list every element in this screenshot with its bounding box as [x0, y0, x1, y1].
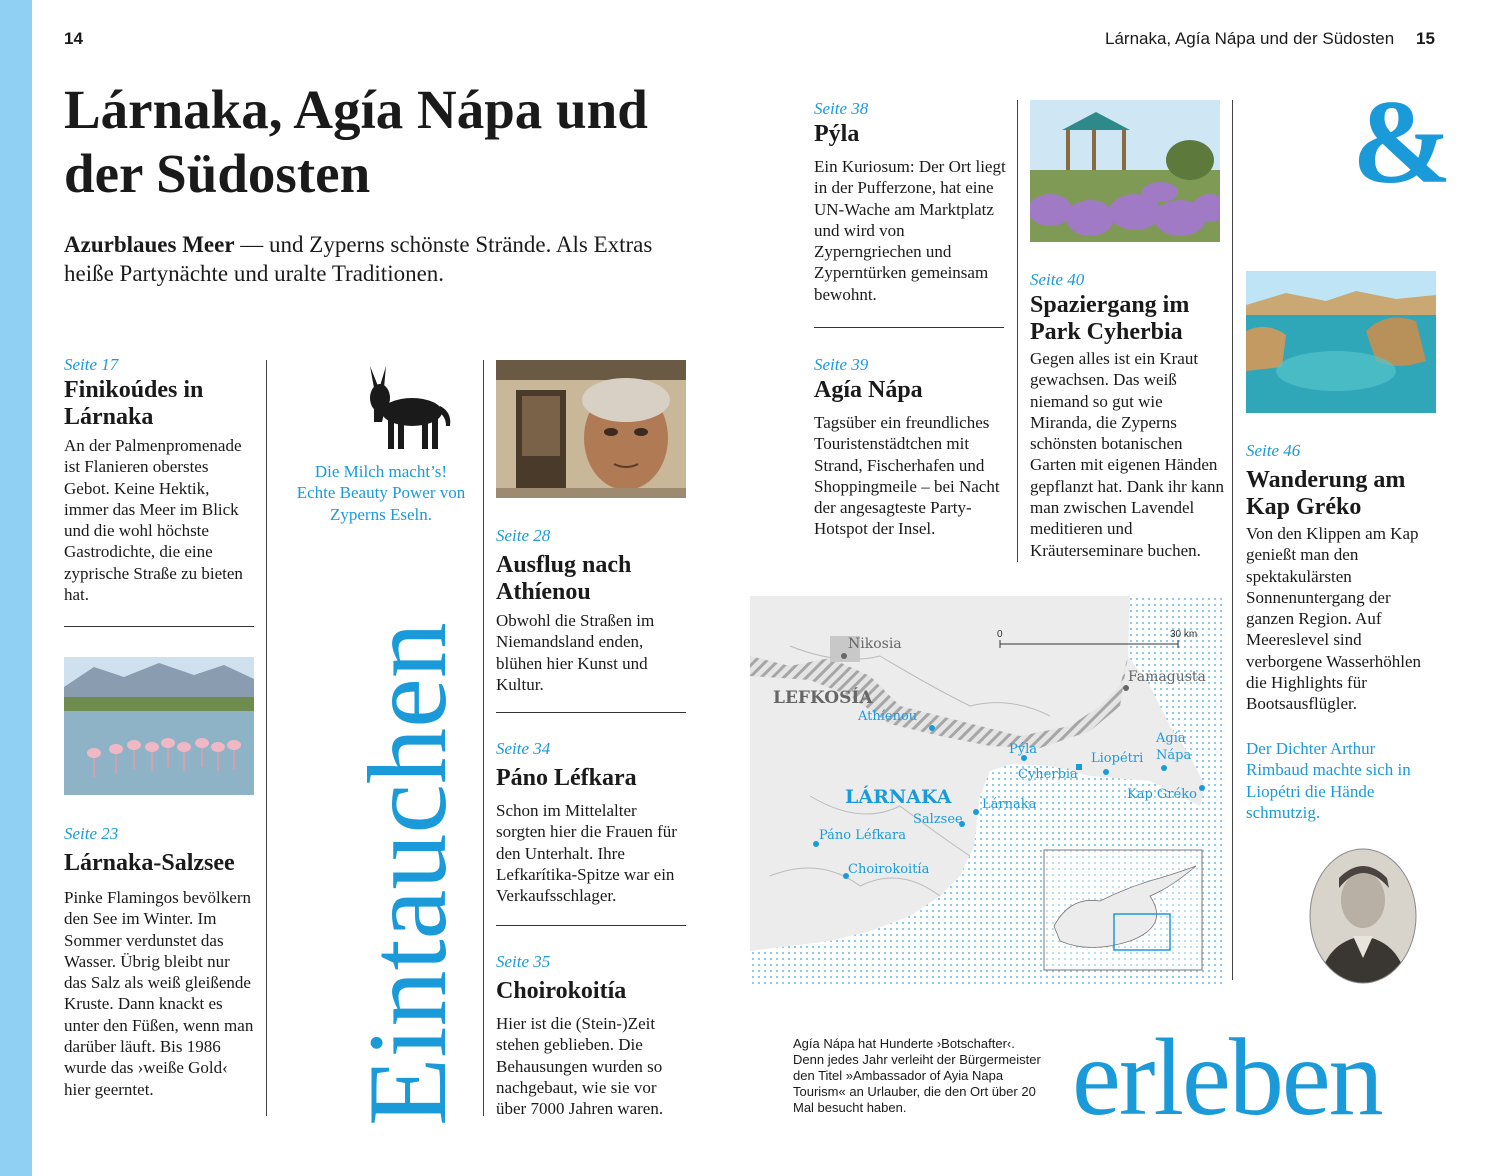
column-divider — [1017, 100, 1018, 562]
word-erleben: erleben — [1072, 1016, 1382, 1138]
running-head: Lárnaka, Agía Nápa und der Südosten — [1105, 29, 1395, 48]
map-label-larnaka-town: Lárnaka — [982, 797, 1037, 812]
divider — [814, 327, 1004, 328]
map-label-nikosia: Nikosia — [848, 636, 902, 652]
seite-38: Seite 38 — [814, 99, 869, 118]
donkey-illustration — [360, 362, 456, 454]
entry-agianapa — [814, 355, 1006, 540]
map-scale-zero: 0 — [997, 629, 1003, 640]
divider — [496, 712, 686, 713]
chapter-title-line2: der Südosten — [64, 143, 371, 204]
divider — [496, 925, 686, 926]
map-label-famagusta: Famagusta — [1128, 669, 1206, 685]
seite-34: Seite 34 — [496, 739, 551, 758]
map-scale-km: 30 km — [1170, 629, 1198, 640]
seite-46: Seite 46 — [1246, 441, 1301, 460]
entry-pyla — [814, 99, 1006, 305]
intro-bold: Azurblaues Meer — [64, 232, 235, 257]
seite-35: Seite 35 — [496, 952, 551, 971]
flamingo-photo — [64, 657, 254, 795]
entry-title: Páno Léfkara — [496, 765, 637, 791]
column-divider — [266, 360, 267, 1116]
cyherbia-photo — [1030, 100, 1220, 242]
chapter-title — [64, 78, 764, 206]
map-label-cyherbia: Cyherbia — [1018, 767, 1078, 782]
seite-28: Seite 28 — [496, 526, 551, 545]
map-label-lefkosia: LEFKOSÍA — [773, 688, 873, 708]
entry-title: Agía Nápa — [814, 377, 923, 403]
entry-text: Schon im Mittelalter sorgten hier die Frauen für den Unterhalt. Ihre Lefkarítika-Spitze war ein Verkaufsschlager. — [496, 801, 677, 906]
entry-text: Von den Klippen am Kap genießt man den spektakulärsten Sonnenuntergang der ganzen Region. Auf Meereslevel sind verborgene Wasserhöhlen die Highlights für Bootsausflügler. — [1246, 524, 1422, 714]
seite-40: Seite 40 — [1030, 270, 1085, 289]
entry-text: Tagsüber ein freundliches Touristenstädtchen mit Strand, Fischerhafen und Shoppingmeile – bei Nacht der angesagteste Party-Hotspot der Insel. — [814, 413, 1000, 539]
entry-text: Ein Kuriosum: Der Ort liegt in der Pufferzone, hat eine UN-Wache am Marktplatz und wird von Zyperngriechen und Zyperntürken gemeinsam bewohnt. — [814, 157, 1006, 304]
entry-text: Gegen alles ist ein Kraut gewachsen. Das weiß niemand so gut wie Miranda, die Zyperns schönsten botanischen Garten mit eigenen Händen gepflanzt hat. Dank ihr kann man zwischen Lavendel meditieren und Kräuterseminare buchen. — [1030, 349, 1225, 560]
entry-text: Pinke Flamingos bevölkern den See im Winter. Im Sommer verdunstet das Wasser. Übrig bleibt nur das Salz als weiß gleißende Kruste. Dann knackt es unter den Füßen, wenn man darüber läuft. Bis 1986 wurde das ›weiße Gold‹ hier geerntet. — [64, 888, 254, 1099]
street-art-photo — [496, 360, 686, 498]
quote-rimbaud: Der Dichter Arthur Rimbaud machte sich in Liopétri die Hände schmutzig. — [1246, 739, 1411, 822]
rimbaud-portrait — [1309, 848, 1417, 984]
ampersand: & — [1352, 75, 1452, 208]
donkey-icon — [360, 362, 456, 454]
entry-finikoudes — [64, 355, 256, 605]
map-label-lefkara: Páno Léfkara — [819, 828, 906, 843]
seite-17: Seite 17 — [64, 355, 119, 374]
entry-text: Obwohl die Straßen im Niemandsland enden, blühen hier Kunst und Kultur. — [496, 611, 655, 694]
map-label-salzsee: Salzsee — [913, 812, 963, 827]
page-number-left: 14 — [64, 29, 83, 48]
map-label-agia: Agía — [1156, 731, 1186, 746]
kap-greko-photo — [1246, 271, 1436, 413]
entry-kapgreko — [1246, 441, 1440, 715]
entry-title: Lárnaka-Salzsee — [64, 850, 235, 876]
entry-athienou — [496, 526, 690, 695]
map-label-athienou: Athíenou — [858, 709, 918, 724]
column-divider — [1232, 100, 1233, 980]
quote-donkey: Die Milch macht’s! Echte Beauty Power von Zyperns Eseln. — [296, 462, 466, 524]
caption-ayia-napa: Agía Nápa hat Hunderte ›Botschafter‹. Denn jedes Jahr verleiht der Bürgermeister den Titel »Ambassador of Ayia Napa Tourism« an Urlauber, die den Ort über 20 Mal besucht haben. — [793, 1036, 1041, 1115]
entry-lefkara — [496, 739, 690, 906]
map-label-kapgreko: Kap Gréko — [1127, 787, 1197, 802]
map-label-liopetri: Liopétri — [1091, 751, 1144, 766]
entry-title: Wanderung am Kap Gréko — [1246, 467, 1406, 520]
map-label-larnaka-region: LÁRNAKA — [845, 786, 952, 808]
divider — [64, 626, 254, 627]
entry-title: Finikoúdes in Lárnaka — [64, 377, 204, 430]
entry-salzsee — [64, 824, 256, 1100]
intro-rest: — und Zyperns schönste Strände. Als Extras heiße Partynächte und uralte Traditionen. — [64, 232, 653, 286]
entry-title: Choirokoitía — [496, 978, 627, 1004]
map-label-choirokoitia: Choirokoitía — [848, 862, 930, 877]
seite-39: Seite 39 — [814, 355, 869, 374]
chapter-title-line1: Lárnaka, Agía Nápa und — [64, 79, 648, 140]
entry-text: Hier ist die (Stein-)Zeit stehen geblieben. Die Behausungen wurden so nachgebaut, wie sie vor über 7000 Jahren waren. — [496, 1014, 664, 1119]
page-edge-strip — [0, 0, 32, 1176]
entry-cyherbia — [1030, 270, 1224, 561]
seite-23: Seite 23 — [64, 824, 119, 843]
entry-text: An der Palmenpromenade ist Flanieren oberstes Gebot. Keine Hektik, immer das Meer im Blick und die wohl höchste Gastrodichte, die eine zyprische Straße zu bieten hat. — [64, 436, 243, 605]
entry-choirokoitia — [496, 952, 690, 1119]
word-eintauchen: Eintauchen — [346, 622, 470, 1126]
column-divider — [483, 360, 484, 1116]
intro-text — [64, 230, 684, 288]
entry-title: Ausflug nach Athíenou — [496, 552, 632, 605]
map-label-napa: Nápa — [1156, 748, 1192, 763]
page-number-right: 15 — [1416, 29, 1435, 48]
entry-title: Spaziergang im Park Cyherbia — [1030, 292, 1190, 345]
map-label-pyla: Pýla — [1009, 742, 1037, 757]
entry-title: Pýla — [814, 121, 860, 147]
